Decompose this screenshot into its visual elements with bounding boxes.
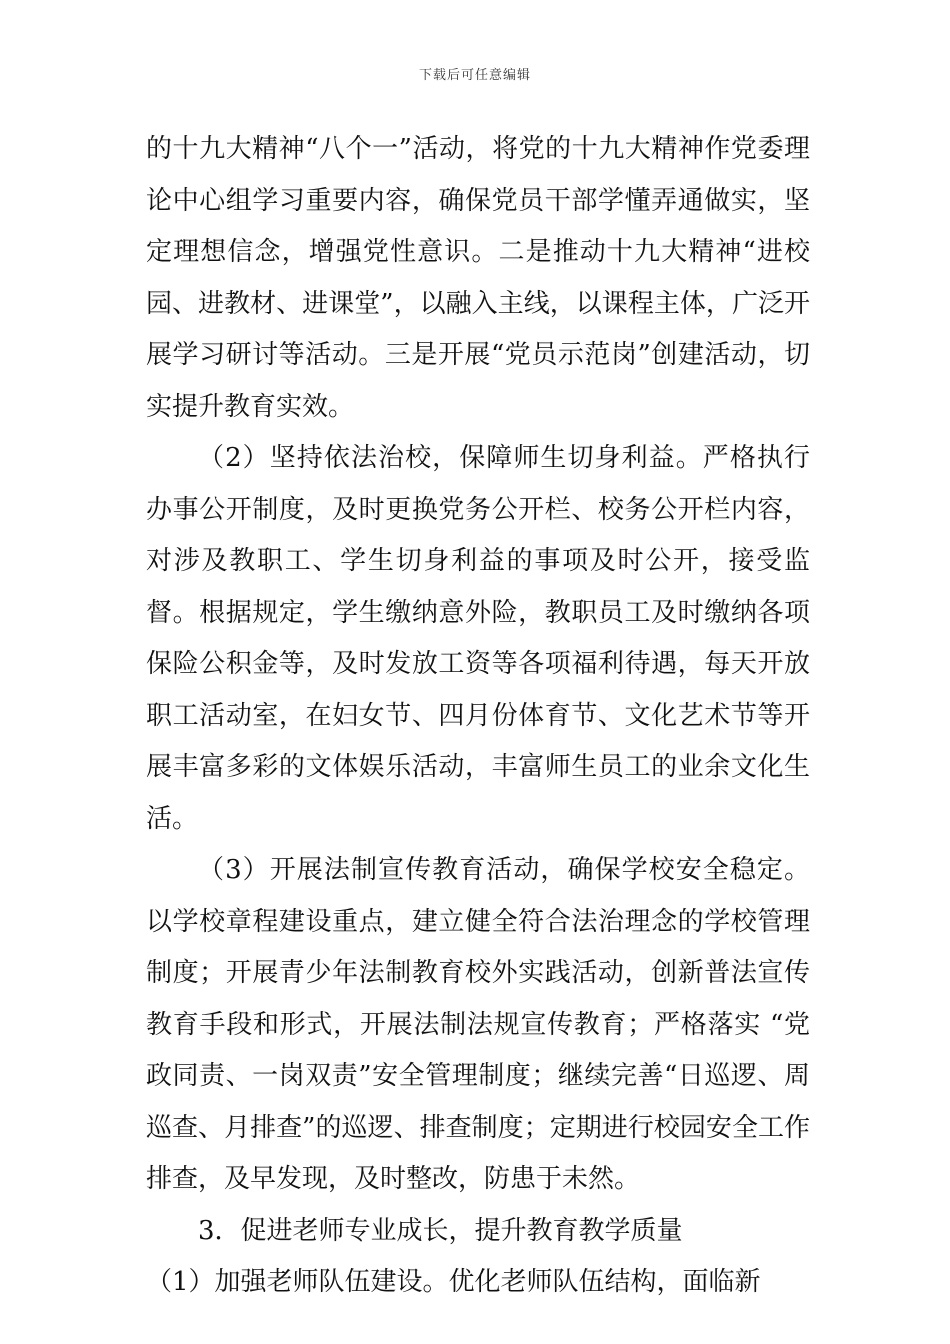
paragraph-legal-education: （3）开展法制宣传教育活动，确保学校安全稳定。以学校章程建设重点，建立健全符合法治理念的学校管理制度；开展青少年法制教育校外实践活动，创新普法宣传教育手段和形式，开展法制法规宣传教育；严格落实 “党政同责、一岗双责”安全管理制度；继续完善“日巡逻、周巡查、月排查”的巡逻、排查制度；定期进行校园安全工作排查，及早发现，及时整改，防患于未然。	[146, 855, 810, 1194]
paragraph-rule-of-law: （2）坚持依法治校，保障师生切身利益。严格执行办事公开制度，及时更换党务公开栏、校务公开栏内容，对涉及教职工、学生切身利益的事项及时公开，接受监督。根据规定，学生缴纳意外险，教职员工及时缴纳各项保险公积金等，及时发放工资等各项福利待遇，每天开放职工活动室，在妇女节、四月份体育节、文化艺术节等开展丰富多彩的文体娱乐活动，丰富师生员工的业余文化生活。	[146, 443, 810, 834]
page-header: 下载后可任意编辑	[418, 68, 531, 83]
paragraph-teacher-team: （1）加强老师队伍建设。优化老师队伍结构，面临新	[146, 1267, 761, 1297]
section-heading-teacher-growth: 3．促进老师专业成长，提升教育教学质量	[198, 1215, 683, 1246]
document-body	[146, 124, 810, 1309]
paragraph-continuation: 的十九大精神“八个一”活动，将党的十九大精神作党委理论中心组学习重要内容，确保党员干部学懂弄通做实，坚定理想信念，增强党性意识。二是推动十九大精神“进校园、进教材、进课堂”，以融入主线，以课程主体，广泛开展学习研讨等活动。三是开展“党员示范岗”创建活动，切实提升教育实效。	[146, 134, 810, 422]
